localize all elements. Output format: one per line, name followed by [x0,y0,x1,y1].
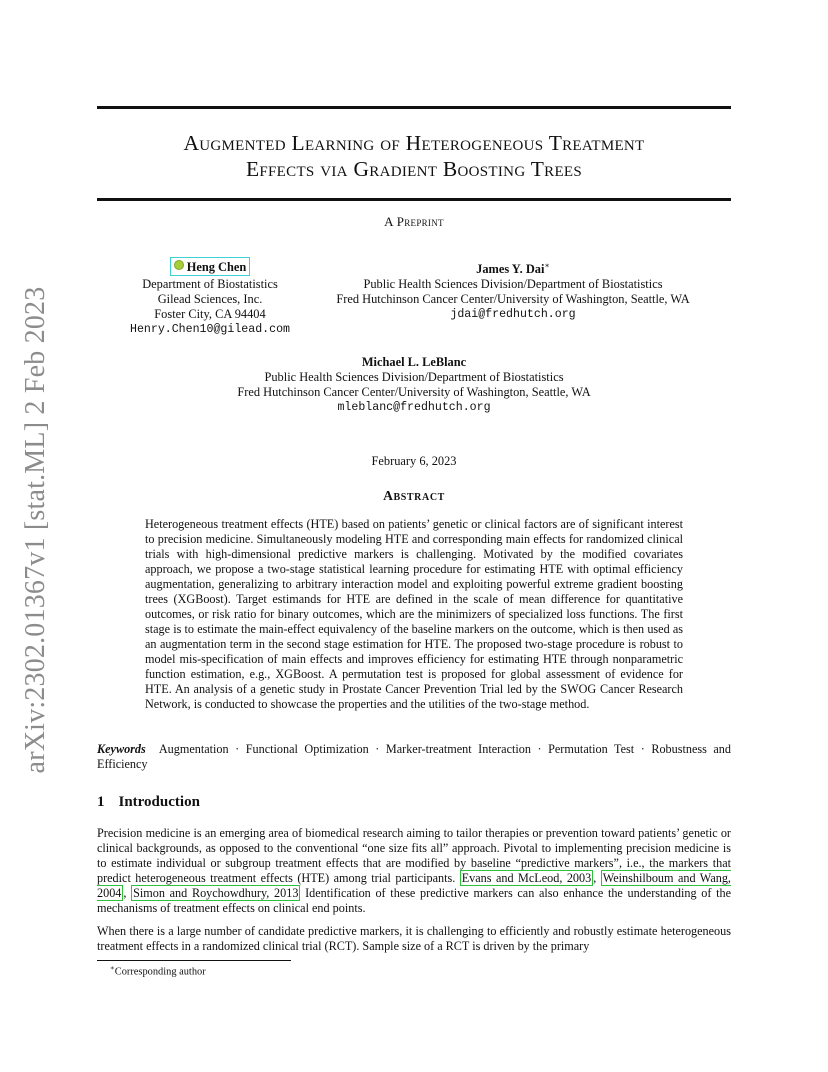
author-name-1: Heng Chen [186,260,247,274]
author-2-email[interactable]: jdai@fredhutch.org [450,308,576,322]
publication-date: February 6, 2023 [371,454,457,468]
author-1-affiliation-1: Department of Biostatistics [142,277,278,291]
author-1-affiliation-2: Gilead Sciences, Inc. [157,292,263,306]
author-name-2: James Y. Dai [476,262,545,277]
author-block-1 [110,258,310,337]
citation-evans-mcleod[interactable]: Evans and McLeod, 2003 [461,871,592,885]
title-bottom-rule [97,198,731,201]
citation-separator-2: , [123,886,132,900]
arxiv-identifier-stamp: arXiv:2302.01367v1 [stat.ML] 2 Feb 2023 [20,286,51,774]
author-name-link-1[interactable] [170,257,251,276]
section-number: 1 [97,794,105,810]
footnote [110,964,206,977]
keywords-text: Augmentation · Functional Optimization · Marker-treatment Interaction · Permutation Test · Robustness and Efficiency [97,742,731,771]
author-1-affiliation-3: Foster City, CA 94404 [154,307,266,321]
title-line-1: Augmented Learning of Heterogeneous Treatment [183,131,645,155]
footnote-rule [97,960,291,961]
author-block-3 [150,355,678,415]
author-3-affiliation-2: Fred Hutchinson Cancer Center/University of Washington, Seattle, WA [237,385,591,399]
citation-weinshilboum-wang[interactable]: Weinshilboum and Wang, 2004 [97,871,731,900]
preprint-label: A Preprint [384,214,444,229]
corresponding-author-mark[interactable]: ∗ [544,261,550,270]
citation-separator-1: , [593,871,601,885]
author-3-email[interactable]: mleblanc@fredhutch.org [337,401,491,414]
abstract-heading: Abstract [383,488,445,503]
intro-p1-text-b: Identification of these predictive markers can also enhance the understanding of the mechanisms of treatment effects on clinical end points. [97,886,731,915]
orcid-icon[interactable] [174,260,184,270]
author-name-3: Michael L. LeBlanc [361,355,467,369]
keywords-label: Keywords [97,742,146,756]
intro-paragraph-2: When there is a large number of candidate predictive markers, it is challenging to efficiently and robustly estimate heterogeneous treatment effects in a randomized clinical trial (RCT). Sample size of a RCT is driven by the primary [97,924,731,953]
citation-simon-roychowdhury[interactable]: Simon and Roychowdhury, 2013 [133,886,299,900]
title-line-2: Effects via Gradient Boosting Trees [245,157,583,181]
title-top-rule [97,106,731,109]
section-title: Introduction [118,794,200,810]
footnote-text: Corresponding author [114,966,206,978]
paper-title [97,130,731,182]
intro-p1-text-a: Precision medicine is an emerging area of biomedical research aiming to tailor therapies or prevention toward patients’ genetic or clinical backgrounds, as opposed to the conventional “one size fits all” approach. Pivotal to implementing precision medicine is to estimate individual or subgroup treatment effects that are modified by baseline “predictive markers”, i.e., the markers that predict heterogeneous treatment effects (HTE) among trial participants. [97,826,731,885]
author-block-2 [300,258,726,322]
footnote-mark: ∗ [110,964,115,972]
section-heading-introduction [97,794,200,811]
author-1-email[interactable]: Henry.Chen10@gilead.com [129,323,291,336]
abstract-text: Heterogeneous treatment effects (HTE) based on patients’ genetic or clinical factors are of significant interest to precision medicine. Simultaneously modeling HTE and corresponding main effects for randomized clinical trials with high-dimensional predictive markers is challenging. Motivated by the modified covariates approach, we propose a two-stage statistical learning procedure for estimating HTE with optimal efficiency augmentation, generalizing to arbitrary interaction model and exploiting powerful extreme gradient boosting trees (XGBoost). Target estimands for HTE are defined in the scale of mean difference for quantitative outcomes, or risk ratio for binary outcomes, which are the minimizers of specialized loss functions. The first stage is to estimate the main-effect equivalency of the baseline markers on the outcome, which is then used as an augmentation term in the second stage estimation for HTE. The proposed two-stage procedure is robust to model mis-specification of main effects and improves efficiency for estimating HTE through nonparametric function estimation, e.g., XGBoost. A permutation test is proposed for global assessment of evidence for HTE. An analysis of a genetic study in Prostate Cancer Prevention Trial led by the SWOG Cancer Research Network, is conducted to showcase the properties and the utilities of the two-stage method. [145,517,683,711]
intro-paragraph-1 [97,826,731,916]
keywords [97,742,731,772]
author-2-affiliation-2: Fred Hutchinson Cancer Center/University of Washington, Seattle, WA [336,292,690,307]
author-2-affiliation-1: Public Health Sciences Division/Department of Biostatistics [363,277,663,292]
author-3-affiliation-1: Public Health Sciences Division/Department of Biostatistics [264,370,564,384]
